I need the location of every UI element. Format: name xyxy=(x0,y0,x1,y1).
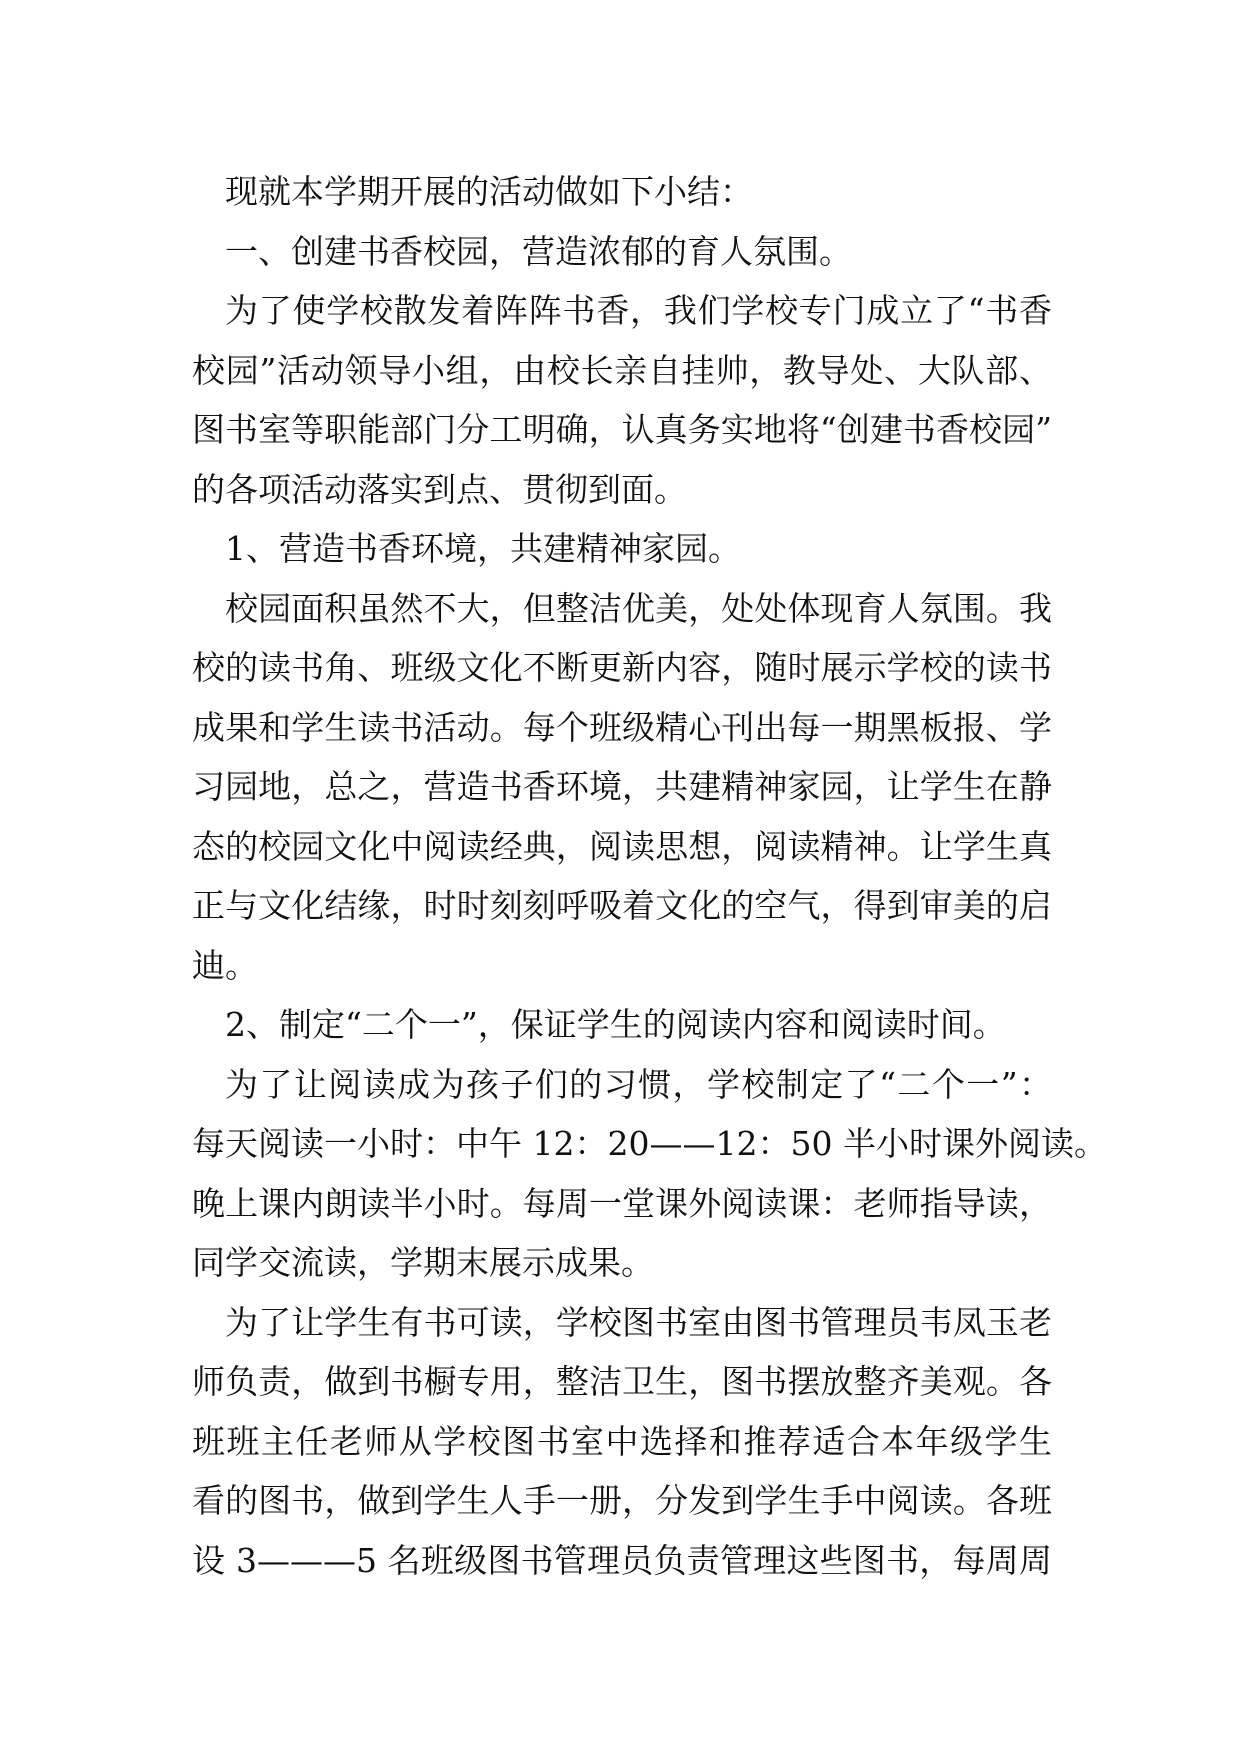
text-line: 为了让阅读成为孩子们的习惯，学校制定了“二个一”： xyxy=(225,1064,1052,1104)
text-line: 图书室等职能部门分工明确，认真务实地将“创建书香校园” xyxy=(192,410,1052,449)
text-line: 晚上课内朗读半小时。每周一堂课外阅读课：老师指导读， xyxy=(192,1183,1052,1223)
text-line: 班班主任老师从学校图书室中选择和推荐适合本年级学生 xyxy=(192,1421,1052,1461)
text-line: 迪。 xyxy=(192,945,258,985)
text-line: 每天阅读一小时：中午 12：20——12：50 半小时课外阅读。 xyxy=(192,1124,1107,1163)
section-heading: 一、创建书香校园，营造浓郁的育人氛围。 xyxy=(225,231,852,271)
text-line: 同学交流读，学期末展示成果。 xyxy=(192,1243,654,1282)
text-line: 师负责，做到书橱专用，整洁卫生，图书摆放整齐美观。各 xyxy=(192,1362,1052,1401)
text-line: 看的图书，做到学生人手一册，分发到学生手中阅读。各班 xyxy=(192,1481,1052,1520)
text-line: 校园面积虽然不大，但整洁优美，处处体现育人氛围。我 xyxy=(225,588,1052,628)
text-line: 现就本学期开展的活动做如下小结： xyxy=(225,172,753,211)
document-body xyxy=(192,162,1107,1590)
subsection-heading: 2、制定“二个一”，保证学生的阅读内容和阅读时间。 xyxy=(225,1005,1006,1044)
text-line: 正与文化结缘，时时刻刻呼吸着文化的空气，得到审美的启 xyxy=(192,886,1052,925)
text-line: 校园”活动领导小组，由校长亲自挂帅，教导处、大队部、 xyxy=(192,350,1052,390)
text-line: 习园地，总之，营造书香环境，共建精神家园，让学生在静 xyxy=(192,767,1052,806)
text-line: 为了使学校散发着阵阵书香，我们学校专门成立了“书香 xyxy=(225,291,1052,330)
text-line: 校的读书角、班级文化不断更新内容，随时展示学校的读书 xyxy=(192,648,1052,687)
text-line: 态的校园文化中阅读经典，阅读思想，阅读精神。让学生真 xyxy=(192,826,1052,866)
subsection-heading: 1、营造书香环境，共建精神家园。 xyxy=(225,529,741,568)
text-line: 为了让学生有书可读，学校图书室由图书管理员韦凤玉老 xyxy=(225,1302,1052,1342)
text-line: 的各项活动落实到点、贯彻到面。 xyxy=(192,469,687,509)
text-line: 设 3———5 名班级图书管理员负责管理这些图书，每周周 xyxy=(192,1540,1052,1580)
text-line: 成果和学生读书活动。每个班级精心刊出每一期黑板报、学 xyxy=(192,707,1052,747)
